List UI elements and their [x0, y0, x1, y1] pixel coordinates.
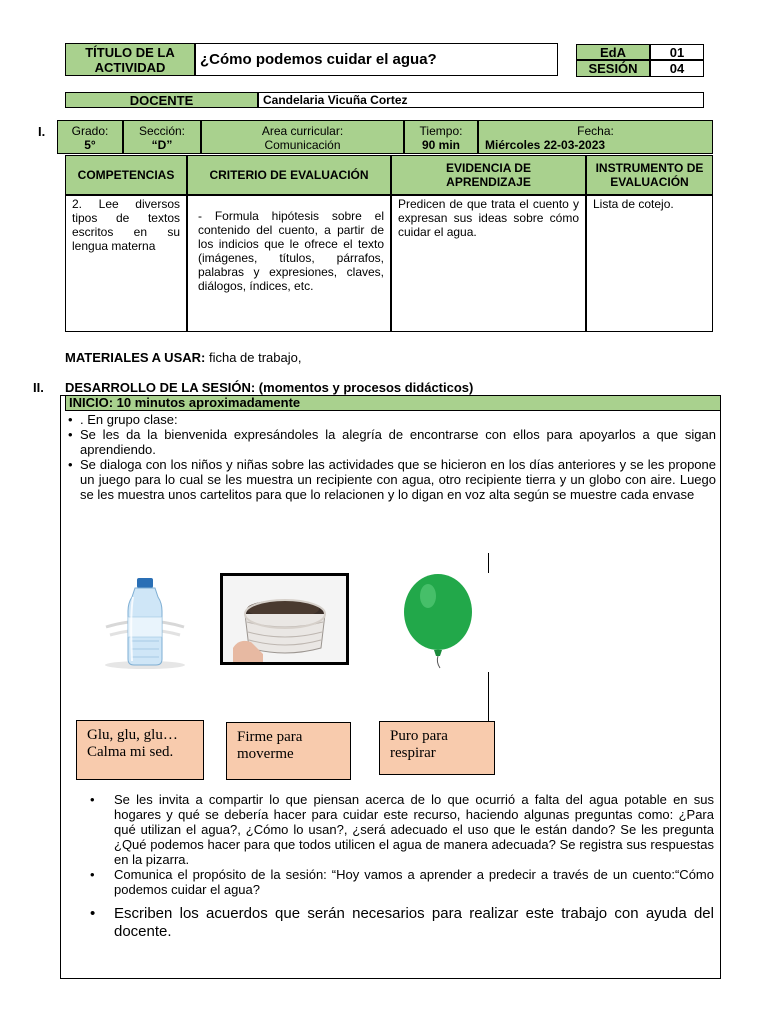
- area-value: Comunicación: [264, 138, 341, 152]
- area-label: Area curricular:: [261, 124, 344, 138]
- cell-criterio: - Formula hipótesis sobre el contenido del cuento, a partir de los indicios que le ofrece el texto (imágenes, títulos, párrafos, palabras y expresiones, claves, diálogos, índices, etc.: [187, 195, 391, 332]
- sesion-label: SESIÓN: [576, 60, 650, 77]
- fecha-cell: [478, 120, 713, 154]
- list-item: • Escriben los acuerdos que serán necesarios para realizar este trabajo con ayuda del docente.: [88, 905, 714, 941]
- docente-value: Candelaria Vicuña Cortez: [258, 92, 704, 108]
- sesion-value: 04: [650, 60, 704, 77]
- divider-line-middle: [488, 672, 489, 722]
- fecha-value: Miércoles 22-03-2023: [485, 138, 606, 152]
- caption-water: Glu, glu, glu… Calma mi sed.: [76, 720, 204, 780]
- section-1-numeral: I.: [38, 124, 46, 139]
- water-bottle-image: [100, 575, 190, 670]
- materiales-value: ficha de trabajo,: [205, 350, 302, 365]
- list-item: • . En grupo clase:: [66, 412, 716, 427]
- inicio-label: INICIO: 10 minutos aproximadamente: [65, 395, 721, 411]
- caption-air: Puro para respirar: [379, 721, 495, 775]
- grado-cell: [57, 120, 123, 154]
- balloon-image: [400, 572, 476, 672]
- header-competencias: COMPETENCIAS: [65, 155, 187, 195]
- list-item: • Se les invita a compartir lo que piensan acerca de lo que ocurrió a falta del agua potable en sus hogares y qué se debería hacer para cuidar este recurso, haciendo algunas preguntas como: ¿Para qué utilizan el agua?, ¿Cómo lo usan?, ¿será adecuado el uso que le están dando? Se les pregunta ¿Qué podemos hacer para que todos utilicen el agua de manera adecuada? Se registra sus respuestas en la pizarra.: [88, 792, 714, 867]
- tiempo-value: 90 min: [421, 138, 460, 152]
- materiales-label: MATERIALES A USAR:: [65, 350, 206, 365]
- cell-evidencia: Predicen de que trata el cuento y expresan sus ideas sobre cómo cuidar el agua.: [391, 195, 586, 332]
- list-item: • Comunica el propósito de la sesión: “Hoy vamos a aprender a predecir a través de un cuento:“Cómo podemos cuidar el agua?: [88, 867, 714, 897]
- section-2-title: DESARROLLO DE LA SESIÓN: (momentos y procesos didácticos): [65, 380, 474, 395]
- header-criterio: CRITERIO DE EVALUACIÓN: [187, 155, 391, 195]
- title-value: ¿Cómo podemos cuidar el agua?: [195, 43, 558, 76]
- docente-label: DOCENTE: [65, 92, 258, 108]
- fecha-label: Fecha:: [577, 124, 614, 138]
- inicio-bottom-bullets: [88, 792, 714, 941]
- grado-value: 5°: [84, 138, 96, 152]
- cell-competencia: 2. Lee diversos tipos de textos escritos en su lengua materna: [65, 195, 187, 332]
- tiempo-label: Tiempo:: [419, 124, 463, 138]
- tiempo-cell: [404, 120, 478, 154]
- soil-container-image: [220, 573, 349, 665]
- cell-instrumento: Lista de cotejo.: [586, 195, 713, 332]
- divider-line-top: [488, 553, 489, 573]
- seccion-value: “D”: [151, 138, 173, 152]
- title-label: TÍTULO DE LA ACTIVIDAD: [65, 43, 195, 76]
- area-cell: [201, 120, 404, 154]
- list-item: • Se dialoga con los niños y niñas sobre las actividades que se hicieron en los días anteriores y se les propone un juego para lo cual se les muestra un recipiente con agua, otro recipiente tierra y un globo con aire. Luego se les muestra unos cartelitos para que lo relacionen y lo digan en voz alta según se muestre cada envase: [66, 457, 716, 502]
- seccion-cell: [123, 120, 201, 154]
- caption-soil: Firme para moverme: [226, 722, 351, 780]
- eda-label: EdA: [576, 44, 650, 60]
- list-item: • Se les da la bienvenida expresándoles la alegría de encontrarse con ellos para apoyarlos a que sigan aprendiendo.: [66, 427, 716, 457]
- inicio-top-bullets: [66, 412, 716, 502]
- grado-label: Grado:: [71, 124, 109, 138]
- seccion-label: Sección:: [138, 124, 186, 138]
- header-instrumento: INSTRUMENTO DE EVALUACIÓN: [586, 155, 713, 195]
- materiales-line: [65, 350, 301, 365]
- eda-value: 01: [650, 44, 704, 60]
- section-2-numeral: II.: [33, 380, 44, 395]
- header-evidencia: EVIDENCIA DE APRENDIZAJE: [391, 155, 586, 195]
